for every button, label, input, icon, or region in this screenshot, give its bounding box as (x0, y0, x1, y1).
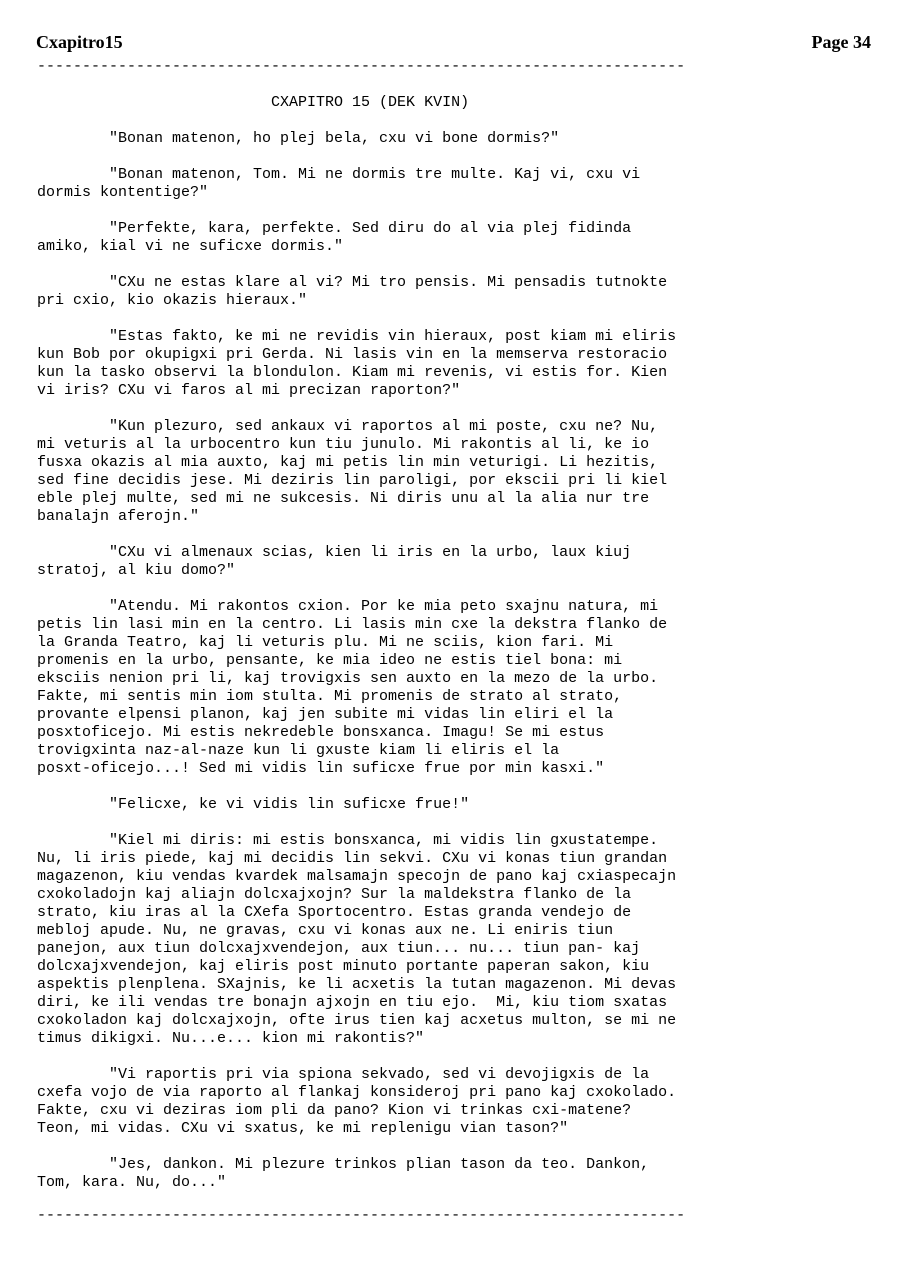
bottom-divider: ------------------------------------------------------------------------ (37, 1207, 686, 1224)
top-divider: ------------------------------------------------------------------------ (37, 58, 686, 75)
paragraph: "Kiel mi diris: mi estis bonsxanca, mi vidis lin gxustatempe. Nu, li iris piede, kaj mi decidis lin sekvi. CXu vi konas tiun grandan magazenon, kiu vendas kvardek malsamajn specojn de pano kaj cxiaspecajn cxokoladojn kaj aliajn dolcxajxojn? Sur la maldekstra flanko de la strato, kiu iras al la CXefa Sportocentro. Estas granda vendejo de mebloj apude. Nu, ne gravas, cxu vi konas aux ne. Li eniris tiun panejon, aux tiun dolcxajxvendejon, aux tiun... nu... tiun pan- kaj dolcxajxvendejon, kaj eliris post minuto portante paperan sakon, kiu aspektis plenplena. SXajnis, ke li acxetis la tutan magazenon. Mi devas diri, ke ili vendas tre bonajn ajxojn en tiu ejo. Mi, kiu tiom sxatas cxokoladon kaj dolcxajxojn, ofte irus tien kaj acxetus multon, se mi ne timus dikigxi. Nu...e... kion mi rakontis?" (37, 832, 677, 1047)
page-number: Page 34 (811, 32, 871, 52)
paragraph: "Vi raportis pri via spiona sekvado, sed vi devojigxis de la cxefa vojo de via raporto al flankaj konsideroj pri pano kaj cxokolado. Fakte, cxu vi deziras iom pli da pano? Kion vi trinkas cxi-matene? Teon, mi vidas. CXu vi sxatus, ke mi replenigu vian tason?" (37, 1066, 677, 1137)
chapter-header: Cxapitro15 (36, 32, 123, 52)
paragraph: "Jes, dankon. Mi plezure trinkos plian tason da teo. Dankon, Tom, kara. Nu, do..." (37, 1156, 650, 1191)
paragraph: "Estas fakto, ke mi ne revidis vin hieraux, post kiam mi eliris kun Bob por okupigxi pri Gerda. Ni lasis vin en la memserva restoracio kun la tasko observi la blondulon. Kiam mi revenis, vi estis for. Kien vi iris? CXu vi faros al mi precizan raporton?" (37, 328, 677, 399)
paragraph: "CXu ne estas klare al vi? Mi tro pensis. Mi pensadis tutnokte pri cxio, kio okazis hieraux." (37, 274, 668, 309)
document-body (37, 94, 676, 1210)
paragraph: "Kun plezuro, sed ankaux vi raportos al mi poste, cxu ne? Nu, mi veturis al la urbocentro kun tiu junulo. Mi rakontis al li, ke io fusxa okazis al mia auxto, kaj mi petis lin min veturigi. Li hezitis, sed fine decidis jese. Mi deziris lin paroligi, por ekscii pri li kiel eble plej multe, sed mi ne sukcesis. Ni diris unu al la alia nur tre banalajn aferojn." (37, 418, 668, 525)
paragraph: "Bonan matenon, ho plej bela, cxu vi bone dormis?" (37, 130, 560, 147)
paragraph: "Atendu. Mi rakontos cxion. Por ke mia peto sxajnu natura, mi petis lin lasi min en la centro. Li lasis min cxe la dekstra flanko de la Granda Teatro, kaj li veturis plu. Mi ne sciis, kion fari. Mi promenis en la urbo, pensante, ke mia ideo ne estis tiel bona: mi eksciis nenion pri li, kaj trovigxis sen auxto en la mezo de la urbo. Fakte, mi sentis min iom stulta. Mi promenis de strato al strato, provante elpensi planon, kaj jen subite mi vidas lin eliri el la posxtoficejo. Mi estis nekredeble bonsxanca. Imagu! Se mi estus trovigxinta naz-al-naze kun li gxuste kiam li eliris el la posxt-oficejo...! Sed mi vidis lin suficxe frue por min kasxi." (37, 598, 668, 777)
chapter-title: CXAPITRO 15 (DEK KVIN) (37, 94, 470, 111)
paragraph: "Perfekte, kara, perfekte. Sed diru do al via plej fidinda amiko, kial vi ne suficxe dormis." (37, 220, 632, 255)
paragraph: "Felicxe, ke vi vidis lin suficxe frue!" (37, 796, 470, 813)
paragraph: "Bonan matenon, Tom. Mi ne dormis tre multe. Kaj vi, cxu vi dormis kontentige?" (37, 166, 641, 201)
paragraph: "CXu vi almenaux scias, kien li iris en la urbo, laux kiuj stratoj, al kiu domo?" (37, 544, 632, 579)
